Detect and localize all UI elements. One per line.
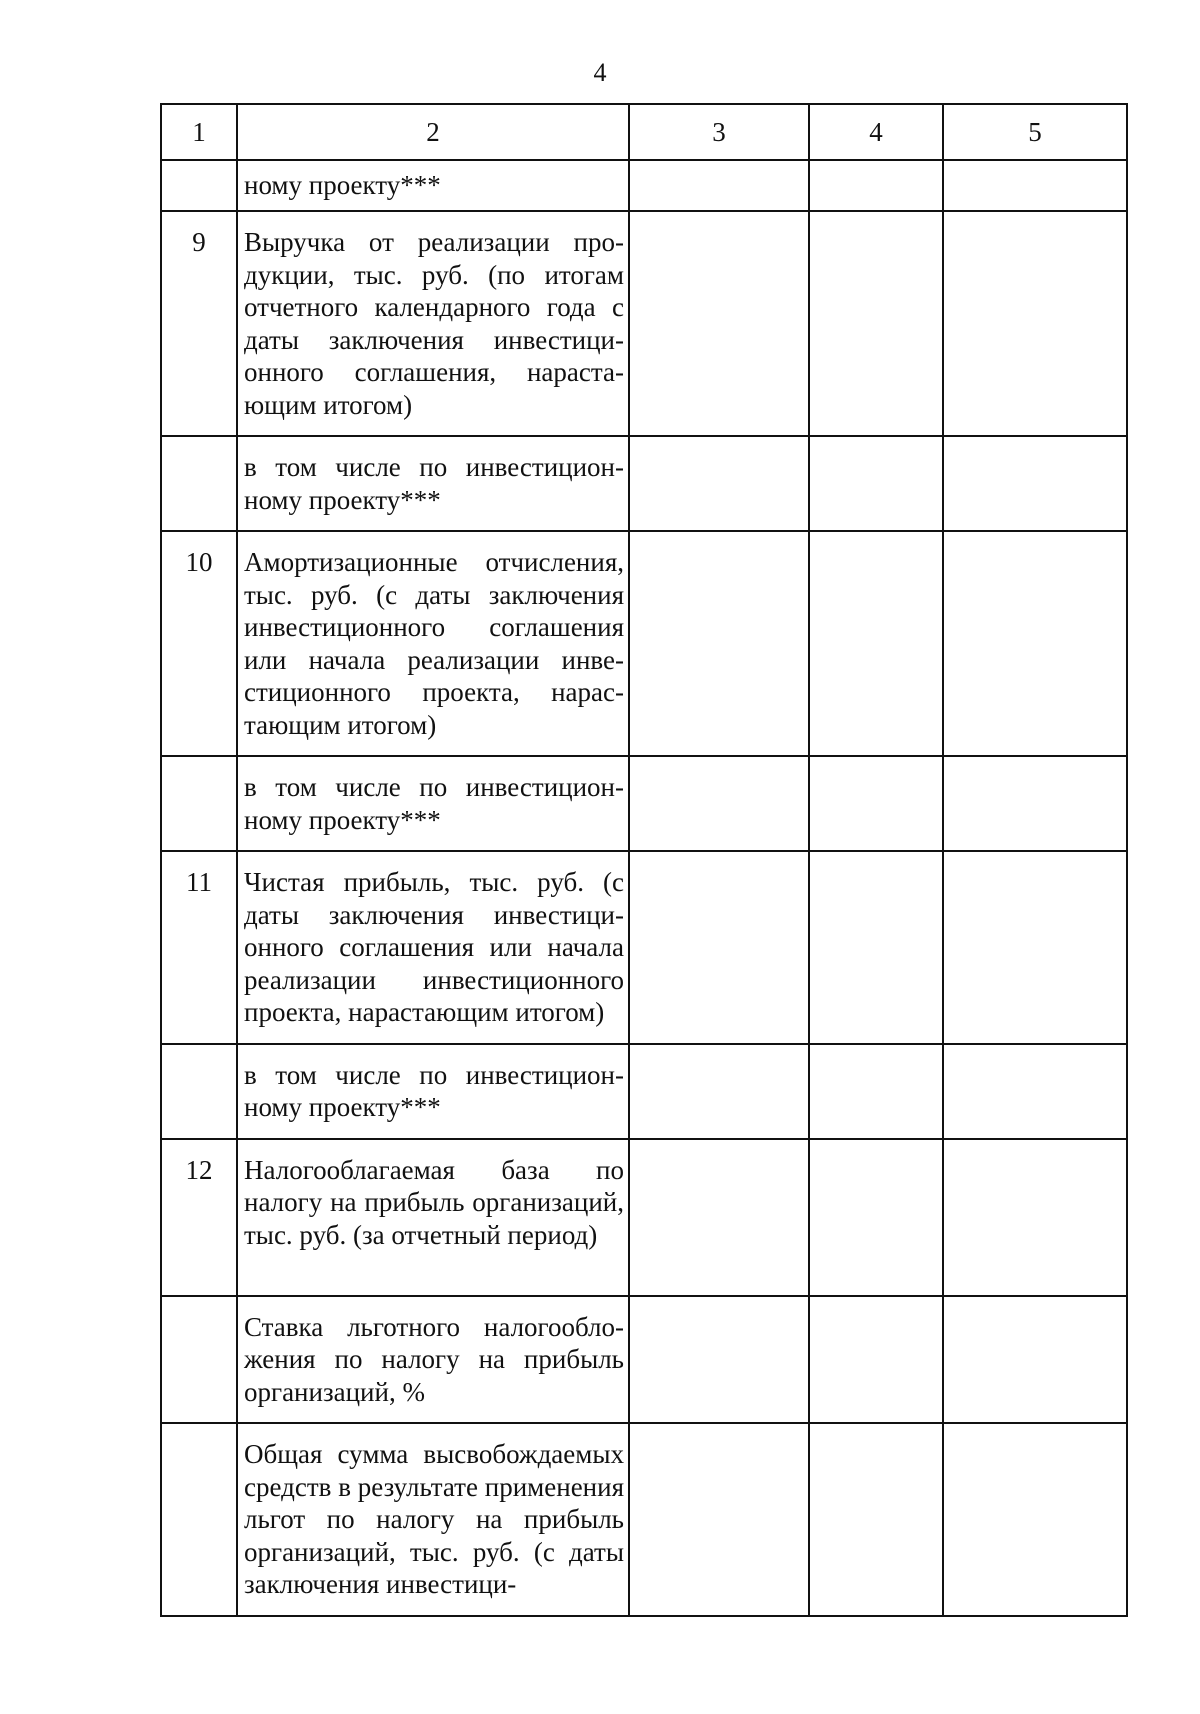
row-number (161, 1423, 237, 1616)
row-cell-5 (943, 531, 1127, 756)
table-row (161, 211, 1127, 436)
table-row (161, 1423, 1127, 1616)
row-description: Ставка льготного налогообложения по налогу на прибыль организаций, % (237, 1296, 629, 1424)
row-cell-4 (809, 160, 943, 211)
report-table (160, 103, 1128, 1617)
row-cell-3 (629, 160, 809, 211)
row-description: Налогооблагаемая база по налогу на прибыль организаций, тыс. руб. (за отчетный период) (237, 1139, 629, 1296)
table-row (161, 531, 1127, 756)
table-row (161, 1296, 1127, 1424)
table-row (161, 1139, 1127, 1296)
row-cell-4 (809, 851, 943, 1044)
page-number: 4 (593, 58, 607, 87)
row-number: 10 (161, 531, 237, 756)
row-cell-4 (809, 1423, 943, 1616)
table-row (161, 1044, 1127, 1139)
row-cell-3 (629, 211, 809, 436)
table-row (161, 851, 1127, 1044)
row-cell-4 (809, 211, 943, 436)
row-cell-4 (809, 1044, 943, 1139)
row-cell-3 (629, 1423, 809, 1616)
row-cell-5 (943, 211, 1127, 436)
row-description: в том числе по инвестиционному проекту*** (237, 756, 629, 851)
row-cell-3 (629, 756, 809, 851)
row-number (161, 436, 237, 531)
table-row (161, 756, 1127, 851)
row-cell-4 (809, 1139, 943, 1296)
table-header-row (161, 104, 1127, 160)
row-cell-5 (943, 1044, 1127, 1139)
row-cell-4 (809, 756, 943, 851)
row-number: 11 (161, 851, 237, 1044)
header-cell-4: 4 (809, 104, 943, 160)
row-number (161, 1044, 237, 1139)
row-cell-5 (943, 1139, 1127, 1296)
row-number: 9 (161, 211, 237, 436)
row-description: Чистая прибыль, тыс. руб. (с даты заключения инвестиционного соглашения или начала реализации инвестиционного проекта, нарастающим итогом) (237, 851, 629, 1044)
row-cell-4 (809, 1296, 943, 1424)
header-cell-5: 5 (943, 104, 1127, 160)
row-cell-4 (809, 531, 943, 756)
table-row (161, 436, 1127, 531)
row-number (161, 1296, 237, 1424)
row-cell-5 (943, 160, 1127, 211)
row-description: Амортизационные отчисления, тыс. руб. (с даты заключения инвестиционного соглашения или начала реализации инвестиционного проекта, нарастающим итогом) (237, 531, 629, 756)
row-cell-3 (629, 1139, 809, 1296)
header-cell-2: 2 (237, 104, 629, 160)
row-description: Выручка от реализации продукции, тыс. руб. (по итогам отчетного календарного года с даты заключения инвестиционного соглашения, нарастающим итогом) (237, 211, 629, 436)
row-cell-5 (943, 436, 1127, 531)
row-cell-3 (629, 1044, 809, 1139)
row-cell-4 (809, 436, 943, 531)
header-cell-3: 3 (629, 104, 809, 160)
row-cell-5 (943, 1423, 1127, 1616)
row-cell-5 (943, 1296, 1127, 1424)
row-description: в том числе по инвестиционному проекту*** (237, 1044, 629, 1139)
row-description: Общая сумма высвобождаемых средств в результате применения льгот по налогу на прибыль организаций, тыс. руб. (с даты заключения инвестици- (237, 1423, 629, 1616)
header-cell-1: 1 (161, 104, 237, 160)
table-row (161, 160, 1127, 211)
row-cell-5 (943, 851, 1127, 1044)
row-cell-5 (943, 756, 1127, 851)
row-description: ному проекту*** (237, 160, 629, 211)
row-number: 12 (161, 1139, 237, 1296)
row-number (161, 756, 237, 851)
row-cell-3 (629, 531, 809, 756)
row-number (161, 160, 237, 211)
row-cell-3 (629, 1296, 809, 1424)
row-cell-3 (629, 851, 809, 1044)
row-description: в том числе по инвестиционному проекту*** (237, 436, 629, 531)
row-cell-3 (629, 436, 809, 531)
